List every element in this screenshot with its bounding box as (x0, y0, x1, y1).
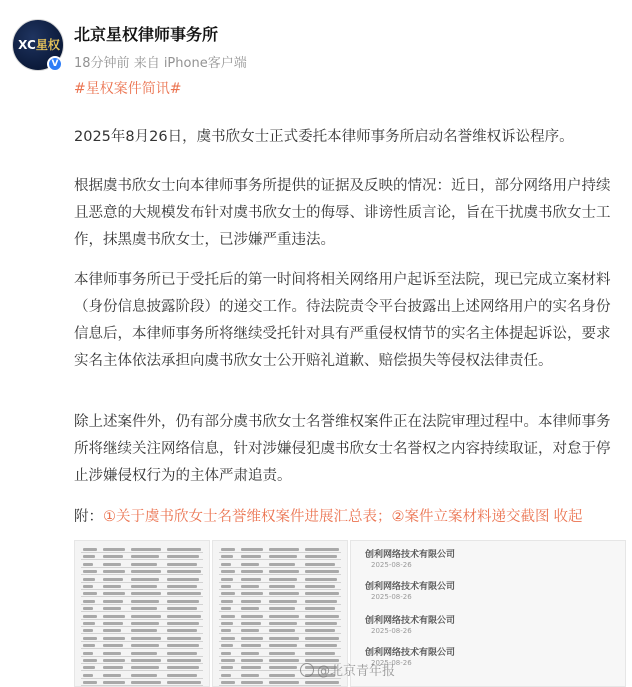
table-cell-text (131, 659, 161, 662)
table-cell-text (167, 555, 199, 558)
table-cell-text (241, 607, 259, 610)
company-date-3: 2025-08-26 (371, 627, 412, 635)
table-cell-text (103, 570, 125, 573)
table-cell-text (241, 578, 261, 581)
table-cell-text (221, 607, 231, 610)
table-row-line (81, 604, 203, 605)
post-paragraph-1: 2025年8月26日，虞书欣女士正式委托本律师事务所启动名誉维权诉讼程序。 (74, 129, 574, 145)
table-cell-text (167, 578, 199, 581)
table-cell-text (221, 555, 233, 558)
table-row-line (81, 582, 203, 583)
table-cell-text (167, 637, 201, 640)
company-label-4: 创利网络技术有限公司 (365, 648, 456, 658)
table-cell-text (305, 578, 337, 581)
table-cell-text (103, 622, 123, 625)
image-thumbnail-summary-table-1[interactable] (74, 540, 210, 687)
table-cell-text (83, 652, 93, 655)
table-row-line (219, 619, 341, 620)
table-cell-text (83, 555, 95, 558)
table-cell-text (241, 629, 259, 632)
table-cell-text (241, 644, 261, 647)
table-cell-text (83, 600, 95, 603)
table-cell-text (131, 644, 159, 647)
table-cell-text (103, 659, 125, 662)
table-cell-text (221, 652, 231, 655)
table-cell-text (241, 600, 261, 603)
table-cell-text (83, 615, 97, 618)
table-cell-text (305, 592, 339, 595)
table-cell-text (269, 622, 297, 625)
table-cell-text (167, 592, 201, 595)
table-cell-text (103, 555, 123, 558)
table-cell-text (103, 585, 121, 588)
table-cell-text (221, 681, 235, 684)
table-cell-text (241, 622, 261, 625)
table-cell-text (103, 592, 125, 595)
table-cell-text (305, 652, 335, 655)
table-cell-text (103, 548, 125, 551)
table-cell-text (167, 548, 201, 551)
table-cell-text (131, 652, 157, 655)
verified-badge-icon: V (47, 56, 63, 72)
table-cell-text (269, 600, 297, 603)
table-cell-text (83, 681, 97, 684)
table-cell-text (221, 622, 233, 625)
table-row-line (219, 559, 341, 560)
table-cell-text (269, 666, 297, 669)
company-label-1: 创利网络技术有限公司 (365, 550, 456, 560)
table-row-line (81, 552, 203, 553)
table-cell-text (241, 585, 259, 588)
table-cell-text (221, 585, 231, 588)
table-cell-text (241, 563, 259, 566)
table-cell-text (221, 629, 231, 632)
table-cell-text (131, 629, 157, 632)
table-cell-text (241, 592, 263, 595)
table-row-line (81, 633, 203, 634)
table-row-line (81, 656, 203, 657)
table-cell-text (103, 578, 123, 581)
table-cell-text (103, 629, 121, 632)
table-cell-text (305, 563, 335, 566)
table-cell-text (131, 570, 161, 573)
watermark (300, 660, 395, 679)
table-cell-text (83, 637, 97, 640)
table-cell-text (83, 607, 93, 610)
table-row-line (81, 648, 203, 649)
table-row-line (81, 559, 203, 560)
table-cell-text (103, 681, 125, 684)
table-cell-text (305, 622, 337, 625)
table-cell-text (269, 644, 297, 647)
table-cell-text (241, 555, 261, 558)
table-cell-text (221, 570, 235, 573)
table-cell-text (221, 615, 235, 618)
table-cell-text (83, 666, 95, 669)
table-cell-text (131, 666, 159, 669)
table-cell-text (221, 578, 233, 581)
collapse-button[interactable]: 收起 (553, 509, 583, 525)
table-row-line (219, 567, 341, 568)
company-label-3: 创利网络技术有限公司 (365, 616, 456, 626)
table-cell-text (131, 600, 159, 603)
table-cell-text (241, 674, 259, 677)
table-cell-text (221, 674, 231, 677)
table-row-line (81, 589, 203, 590)
hashtag-link[interactable]: #星权案件简讯# (74, 81, 182, 97)
table-cell-text (103, 666, 123, 669)
table-cell-text (167, 666, 199, 669)
table-cell-text (221, 548, 235, 551)
table-cell-text (241, 681, 263, 684)
table-cell-text (167, 629, 197, 632)
table-row-line (219, 552, 341, 553)
table-cell-text (269, 555, 297, 558)
table-cell-text (221, 600, 233, 603)
table-cell-text (131, 674, 157, 677)
table-cell-text (269, 585, 295, 588)
table-row-line (219, 648, 341, 649)
table-cell-text (167, 644, 199, 647)
table-cell-text (131, 681, 161, 684)
table-cell-text (305, 615, 339, 618)
table-cell-text (221, 666, 233, 669)
table-cell-text (103, 615, 125, 618)
table-cell-text (221, 563, 231, 566)
table-cell-text (221, 637, 235, 640)
table-cell-text (103, 607, 121, 610)
table-cell-text (167, 607, 197, 610)
table-cell-text (167, 652, 197, 655)
table-cell-text (269, 659, 299, 662)
table-cell-text (305, 681, 339, 684)
table-cell-text (269, 607, 295, 610)
table-cell-text (83, 570, 97, 573)
table-row-line (219, 685, 341, 686)
table-cell-text (167, 674, 197, 677)
table-cell-text (131, 622, 159, 625)
table-row-line (81, 619, 203, 620)
table-row-line (81, 685, 203, 686)
table-cell-text (103, 563, 121, 566)
table-cell-text (167, 622, 199, 625)
table-row-line (81, 567, 203, 568)
table-row-line (81, 596, 203, 597)
table-cell-text (269, 570, 299, 573)
table-cell-text (241, 570, 263, 573)
table-row-line (219, 626, 341, 627)
table-cell-text (83, 629, 93, 632)
table-cell-text (269, 578, 297, 581)
table-cell-text (167, 563, 197, 566)
table-cell-text (131, 578, 159, 581)
table-row-line (219, 641, 341, 642)
table-row-line (219, 656, 341, 657)
attachment-link[interactable]: ①关于虞书欣女士名誉维权案件进展汇总表；②案件立案材料递交截图 (103, 509, 550, 525)
table-cell-text (269, 592, 299, 595)
weibo-logo-icon (300, 663, 314, 677)
table-cell-text (305, 585, 335, 588)
table-cell-text (167, 681, 201, 684)
table-cell-text (305, 548, 339, 551)
table-cell-text (131, 548, 161, 551)
post-paragraph-3: 本律师事务所已于受托后的第一时间将相关网络用户起诉至法院，现已完成立案材料（身份信息披露阶段）的递交工作。待法院责令平台披露出上述网络用户的实名身份信息后，本律师事务所将继续受托针对具有严重侵权情节的实名主体提起诉讼，要求实名主体依法承担向虞书欣女士公开赔礼道歉、赔偿损失等侵权法律责任。 (74, 272, 611, 369)
table-cell-text (131, 563, 157, 566)
table-cell-text (131, 585, 157, 588)
table-cell-text (167, 600, 199, 603)
table-cell-text (103, 674, 121, 677)
table-cell-text (269, 548, 299, 551)
table-cell-text (83, 659, 97, 662)
table-row-line (219, 633, 341, 634)
table-row-line (219, 574, 341, 575)
table-cell-text (83, 578, 95, 581)
table-cell-text (269, 563, 295, 566)
table-cell-text (241, 659, 263, 662)
table-cell-text (305, 637, 339, 640)
author-name[interactable]: 北京星权律师事务所 (74, 25, 219, 44)
table-cell-text (221, 592, 235, 595)
avatar-logo: XC星权 (18, 38, 60, 52)
company-date-1: 2025-08-26 (371, 561, 412, 569)
table-cell-text (131, 637, 161, 640)
table-cell-text (241, 652, 259, 655)
table-cell-text (269, 674, 295, 677)
table-cell-text (305, 600, 337, 603)
post-paragraph-4: 除上述案件外，仍有部分虞书欣女士名誉维权案件正在法院审理过程中。本律师事务所将继续关注网络信息，针对涉嫌侵犯虞书欣女士名誉权之内容持续取证，对怠于停止涉嫌侵权行为的主体严肃追责。 (74, 414, 611, 484)
table-cell-text (167, 570, 201, 573)
table-row-line (81, 678, 203, 679)
table-cell-text (131, 615, 161, 618)
table-cell-text (241, 548, 263, 551)
table-cell-text (131, 607, 157, 610)
table-cell-text (83, 548, 97, 551)
table-cell-text (83, 644, 95, 647)
table-row-line (219, 611, 341, 612)
table-cell-text (131, 555, 159, 558)
table-cell-text (167, 659, 201, 662)
table-cell-text (305, 570, 339, 573)
table-cell-text (83, 563, 93, 566)
table-cell-text (269, 637, 299, 640)
table-cell-text (241, 637, 263, 640)
table-cell-text (305, 629, 335, 632)
table-cell-text (269, 615, 299, 618)
table-cell-text (305, 607, 335, 610)
table-cell-text (305, 644, 337, 647)
table-row-line (219, 589, 341, 590)
table-cell-text (269, 652, 295, 655)
table-cell-text (241, 615, 263, 618)
post-meta (74, 52, 247, 71)
attachment-prefix: 附： (74, 509, 103, 525)
table-row-line (81, 670, 203, 671)
table-cell-text (103, 600, 123, 603)
post-source: 来自 iPhone客户端 (133, 56, 247, 71)
post-paragraph-2: 根据虞书欣女士向本律师事务所提供的证据及反映的情况：近日，部分网络用户持续且恶意的大规模发布针对虞书欣女士的侮辱、诽谤性质言论，旨在干扰虞书欣女士工作，抹黑虞书欣女士，已涉嫌严重违法。 (74, 178, 611, 248)
table-row-line (81, 663, 203, 664)
table-cell-text (221, 659, 235, 662)
table-row-line (219, 582, 341, 583)
table-row-line (81, 611, 203, 612)
table-row-line (219, 604, 341, 605)
company-date-4: 2025-08-26 (371, 659, 412, 667)
attachment-line (74, 504, 583, 531)
table-cell-text (103, 644, 123, 647)
company-label-2: 创利网络技术有限公司 (365, 582, 456, 592)
post-time[interactable]: 18分钟前 (74, 56, 130, 71)
table-cell-text (83, 585, 93, 588)
table-cell-text (269, 681, 299, 684)
table-cell-text (305, 555, 337, 558)
table-row-line (81, 626, 203, 627)
table-cell-text (221, 644, 233, 647)
table-cell-text (83, 674, 93, 677)
table-cell-text (103, 637, 125, 640)
table-cell-text (103, 652, 121, 655)
table-row-line (81, 641, 203, 642)
table-cell-text (83, 592, 97, 595)
table-cell-text (241, 666, 261, 669)
table-cell-text (83, 622, 95, 625)
table-row-line (81, 574, 203, 575)
table-cell-text (167, 615, 201, 618)
company-date-2: 2025-08-26 (371, 593, 412, 601)
table-cell-text (269, 629, 295, 632)
table-cell-text (131, 592, 161, 595)
table-row-line (219, 596, 341, 597)
watermark-text: @北京青年报 (317, 664, 396, 679)
table-cell-text (167, 585, 197, 588)
